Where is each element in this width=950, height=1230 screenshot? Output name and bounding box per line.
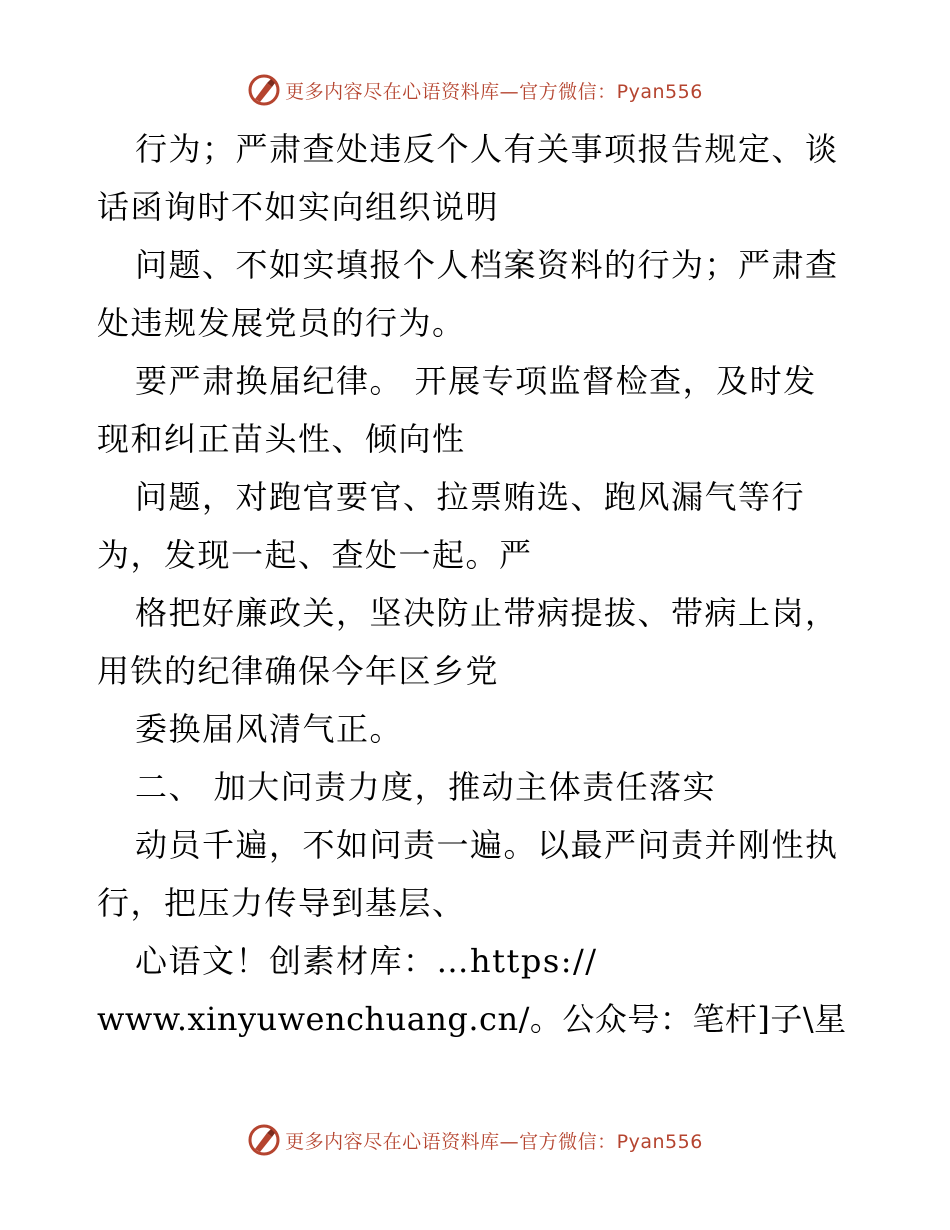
paragraph-line: 动员千遍，不如问责一遍。以最严问责并刚性执 bbox=[135, 826, 839, 864]
footer-watermark-text: 更多内容尽在心语资料库—官方微信：Pyan556 bbox=[285, 1130, 703, 1153]
paragraph-line: 问题，对跑官要官、拉票贿选、跑风漏气等行 bbox=[135, 478, 806, 516]
paragraph-line: 格把好廉政关，坚决防止带病提拔、带病上岗， bbox=[135, 594, 839, 632]
paragraph-line: 用铁的纪律确保今年区乡党 bbox=[97, 652, 500, 690]
pen-nib-logo-icon bbox=[247, 1123, 281, 1157]
paragraph-line: 心语文！创素材库：…https:// bbox=[135, 942, 598, 980]
paragraph-line: 委换届风清气正。 bbox=[135, 710, 404, 748]
footer-watermark-banner bbox=[0, 1120, 950, 1160]
document-body bbox=[97, 120, 867, 1048]
paragraph-line: 话函询时不如实向组织说明 bbox=[97, 188, 500, 226]
header-watermark-text: 更多内容尽在心语资料库—官方微信：Pyan556 bbox=[285, 80, 703, 103]
header-watermark-banner bbox=[0, 70, 950, 110]
paragraph-line: 处违规发展党员的行为。 bbox=[97, 304, 466, 342]
section-heading: 二、 加大问责力度，推动主体责任落实 bbox=[135, 768, 717, 806]
paragraph-line: 现和纠正苗头性、倾向性 bbox=[97, 420, 466, 458]
paragraph-line: 问题、不如实填报个人档案资料的行为；严肃查 bbox=[135, 246, 839, 284]
paragraph-line: 行为；严肃查处违反个人有关事项报告规定、谈 bbox=[135, 130, 839, 168]
paragraph-line: 为，发现一起、查处一起。严 bbox=[97, 536, 533, 574]
pen-nib-logo-icon bbox=[247, 73, 281, 107]
paragraph-line: 要严肃换届纪律。 开展专项监督检查，及时发 bbox=[135, 362, 817, 400]
paragraph-line: 行，把压力传导到基层、 bbox=[97, 884, 466, 922]
paragraph-line: www.xinyuwenchuang.cn/。公众号：笔杆]子\星 bbox=[97, 1000, 847, 1038]
